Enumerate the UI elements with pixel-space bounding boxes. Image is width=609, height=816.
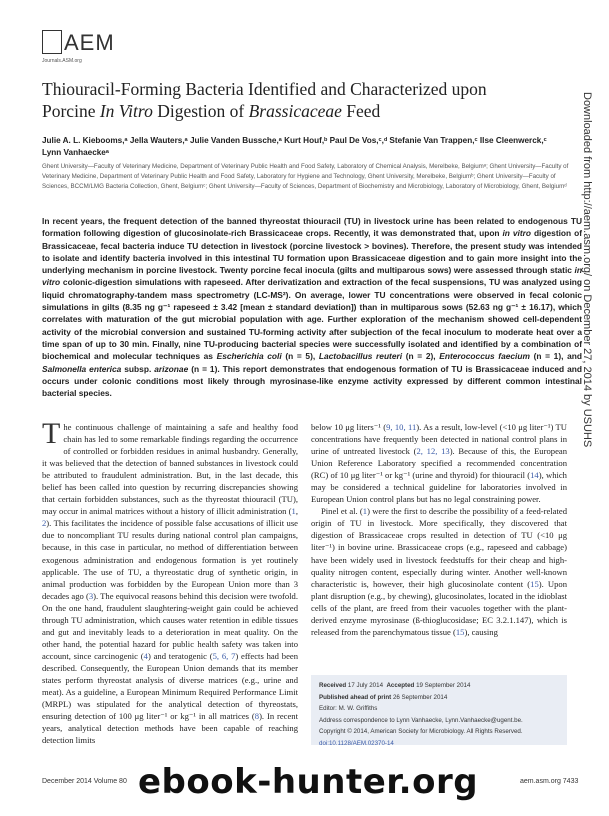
- reference-link[interactable]: 2, 12, 13: [416, 446, 450, 457]
- watermark: ebook-hunter.org: [138, 762, 479, 802]
- reference-link[interactable]: 8: [254, 711, 260, 722]
- journal-url: Journals.ASM.org: [42, 58, 82, 64]
- affiliations: Ghent University—Faculty of Veterinary Medicine, Department of Veterinary Public Health and Food Safety, Laboratory of Chemical Analysis, Merelbeke, Belgiumᵃ; Ghent University—Faculty of Veterinary Medicine, Department of Veterinary Public Health and Food Safety, Laboratory for Hygiene and Technology, Ghent University, Merelbeke, Belgiumᵇ; Ghent University—Faculty of Sciences, BCCM/LMG Bacteria Collection, Ghent, Belgiumᶜ; Ghent University—Faculty of Sciences, Department of Biochemistry and Microbiology, Laboratory of Microbiology, Ghent, Belgiumᵈ: [42, 163, 569, 190]
- reference-link[interactable]: 1: [291, 506, 296, 517]
- body-column-left: The continuous challenge of maintaining a safe and healthy food chain has led to some remarkable findings regarding the occurrence of controlled or forbidden residues in animal husbandry. Generally, it was believed that the detection of banned substances in livestock could be attributed to fraudulent administration. But, in the last decade, this belief has been called into question by recurring discrepancies showing that certain forbidden substances, such as the thyreostat thiouracil (TU), may occur in animal matrices without a history of illicit administration (1, 2). This facilitates the incidence of possible false accusations of illicit use due to noncompliant TU results during national control plan campaigns, because, in this case in particular, no method of differentiation between exogenous administration and endogenous formation is yet routinely applicable. The use of TU, a thyreostatic drug of synthetic origin, in animal production was forbidden by the European Union more than 3 decades ago (3). The equivocal reasons behind this decision were twofold. On the one hand, fraudulent slaughtering-weight gain could be achieved through TU administration, which causes water retention in edible tissues and gut and inevitably leads to a deterioration in meat quality. On the other hand, the potential hazard for public health safety was taken into account, since carcinogenic (4) and teratogenic (5, 6, 7) effects had been described. Consequently, the European Union demands that its member states perform thyreostat analysis of diverse matrices (e.g., urine and meat). As a guideline, a European Minimum Required Performance Limit (MRPL) was stipulated for the analytical detection of thyreostats, ensuring detection of 100 μg liter⁻¹ or kg⁻¹ in all matrices (8). In recent years, analytical detection methods have been capable of reaching detection limits: [42, 417, 298, 746]
- footer-page: aem.asm.org 7433: [520, 778, 579, 785]
- reference-link[interactable]: 5, 6, 7: [212, 650, 236, 661]
- reference-link[interactable]: 14: [530, 470, 539, 481]
- download-notice: Downloaded from http://aem.asm.org/ on December 27, 2014 by USUHS: [581, 92, 593, 448]
- reference-link[interactable]: 3: [88, 590, 94, 601]
- body-column-right: below 10 μg liters⁻¹ (9, 10, 11). As a result, low-level (<10 μg liter⁻¹) TU concentrations have frequently been detected in national control plans in urine of untreated livestock (2, 12, 13). Because of this, the European Union Reference Laboratory specified a recommended concentration (RC) of 10 μg liter⁻¹ or kg⁻¹ (urine and thyroid) for thiouracil (14), which may be considered a technical guideline for laboratories involved in European Union control plans but has no legal constraining power. Pinel et al. (1) were the first to describe the possibility of a feed-related origin of TU in livestock. More specifically, they discovered that digestion of Brassicaceae crops resulted in detection of TU (<10 μg liter⁻¹) in bovine urine. Brassicaceae crops (e.g., rapeseed and cabbage) have been widely used in livestock feedstuffs for their cheap and high-quality nitrogen content, especially during winter. Another well-known characteristic is, however, their high glucosinolate content (15). Upon plant disruption (e.g., by chewing), glucosinolates, located in the idioblast cells of the plant, are freed from their vacuoles together with the plant-derived enzyme myrosinase (ß-thioglucosidase; EC 3.2.1.147), which is released from the parenchymatous tissue (15), causing: [311, 422, 567, 637]
- reference-link[interactable]: 4: [143, 650, 148, 661]
- article-title: Thiouracil-Forming Bacteria Identified and Characterized upon Porcine In Vitro Digestion of Brassicaceae Feed: [42, 79, 487, 121]
- drop-cap: T: [42, 417, 61, 450]
- reference-link[interactable]: 15: [455, 626, 465, 637]
- reference-link[interactable]: 15: [530, 578, 539, 589]
- doi-link[interactable]: doi:10.1128/AEM.02370-14: [319, 739, 394, 747]
- journal-logo-text: AEM: [64, 30, 115, 55]
- abstract: In recent years, the frequent detection of the banned thyreostat thiouracil (TU) in livestock urine has been related to endogenous TU formation following digestion of glucosinolate-rich Brassicaceae crops. Recently, it was demonstrated that, upon in vitro digestion of Brassicaceae, fecal bacteria induce TU detection in livestock (porcine livestock > bovines). Therefore, the present study was intended to isolate and identify bacteria involved in this intestinal TU formation upon Brassicaceae digestion and to gain more insight into the underlying mechanism in porcine livestock. Twenty porcine fecal inocula (gilts and multiparous sows) were assessed through static in vitro colonic-digestion simulations with rapeseed. After derivatization and extraction of the fecal suspensions, TU was analyzed using liquid chromatography-tandem mass spectrometry (LC-MS²). On average, lower TU concentrations were observed in fecal colonic simulations in gilts (8.35 ng g⁻¹ rapeseed ± 3.42 [mean ± standard deviation]) than in multiparous sows (52.63 ng g⁻¹ ± 16.17), which correlates with maturation of the gut microbial population with age. Further exploration of the mechanism showed cell-dependent activity of the microbial conversion and sustained TU-forming activity after subjection of the fecal inoculum to moderate heat over a time span of up to 30 min. Finally, nine TU-producing bacterial species were successfully isolated and identified by a combination of biochemical and molecular techniques as Escherichia coli (n = 5), Lactobacillus reuteri (n = 2), Enterococcus faecium (n = 1), and Salmonella enterica subsp. arizonae (n = 1). This report demonstrates that endogenous formation of TU is Brassicaceae induced and occurs under colonic conditions most likely through myrosinase-like enzyme activity expressed by different common intestinal bacterial species.: [42, 216, 583, 399]
- journal-logo-icon: [42, 30, 62, 54]
- article-info-box: Received 17 July 2014 Accepted 19 September 2014 Published ahead of print 26 September 2014 Editor: M. W. Griffiths Address correspondence to Lynn Vanhaecke, Lynn.Vanhaecke@ugent.be. Copyright © 2014, American Society for Microbiology. All Rights Reserved. doi:10.1128/AEM.02370-14: [311, 675, 567, 745]
- footer-issue: December 2014 Volume 80: [42, 778, 127, 785]
- author-list: Julie A. L. Kiebooms,ᵃ Jella Wauters,ᵃ Julie Vanden Bussche,ᵃ Kurt Houf,ᵇ Paul De Vos,ᶜ,ᵈ Stefanie Van Trappen,ᶜ Ilse Cleenwerck,ᶜ Lynn Vanhaeckeᵃ: [42, 136, 547, 157]
- reference-link[interactable]: 2: [42, 518, 47, 529]
- reference-link[interactable]: 1: [362, 506, 368, 517]
- reference-link[interactable]: 9, 10, 11: [386, 422, 417, 432]
